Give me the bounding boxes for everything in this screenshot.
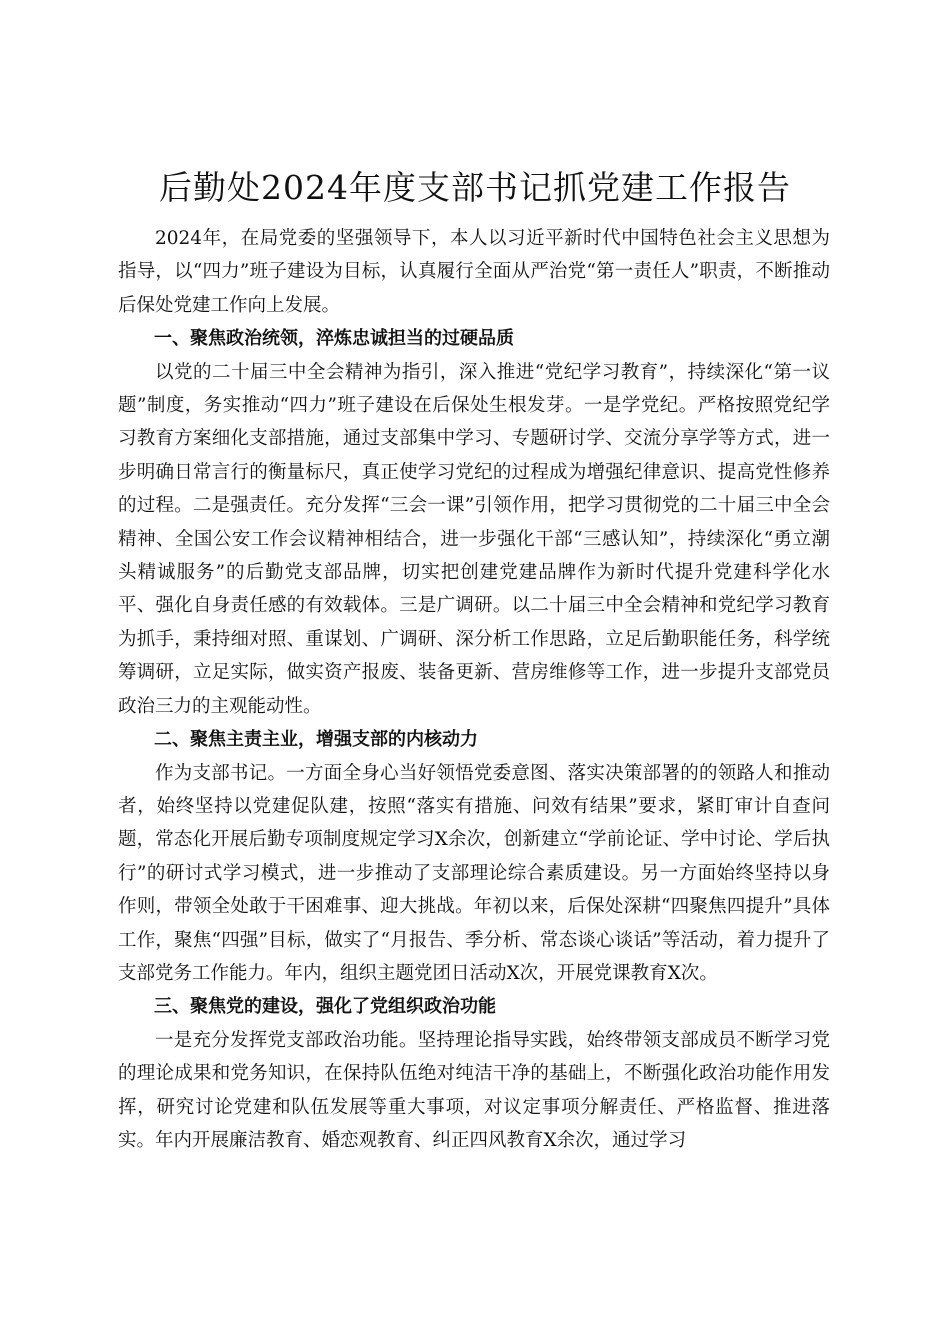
- section-2-heading: 二、聚焦主责主业，增强支部的内核动力: [154, 729, 478, 751]
- section-1-paragraph: 以党的二十届三中全会精神为指引，深入推进“党纪学习教育”，持续深化“第一议题”制度，务实推动“四力”班子建设在后保处生根发芽。一是学党纪。严格按照党纪学习教育方案细化支部措施，通过支部集中学习、专题研讨学、交流分享学等方式，进一步明确日常言行的衡量标尺，真正使学习党纪的过程成为增强纪律意识、提高党性修养的过程。二是强责任。充分发挥“三会一课”引领作用，把学习贯彻党的二十届三中全会精神、全国公安工作会议精神相结合，进一步强化干部“三感认知”，持续深化“勇立潮头精诚服务”的后勤党支部品牌，切实把创建党建品牌作为新时代提升党建科学化水平、强化自身责任感的有效载体。三是广调研。以二十届三中全会精神和党纪学习教育为抓手，秉持细对照、重谋划、广调研、深分析工作思路，立足后勤职能任务，科学统筹调研，立足实际，做实资产报废、装备更新、营房维修等工作，进一步提升支部党员政治三力的主观能动性。: [118, 361, 830, 717]
- section-3-heading: 三、聚焦党的建设，强化了党组织政治功能: [154, 996, 496, 1018]
- intro-paragraph: 2024年，在局党委的坚强领导下，本人以习近平新时代中国特色社会主义思想为指导，以“四力”班子建设为目标，认真履行全面从严治党“第一责任人”职责，不断推动后保处党建工作向上发展。: [118, 228, 830, 316]
- document-title: 后勤处2024年度支部书记抓党建工作报告: [159, 168, 791, 207]
- section-2-paragraph: 作为支部书记。一方面全身心当好领悟党委意图、落实决策部署的的领路人和推动者，始终坚持以党建促队建，按照“落实有措施、问效有结果”要求，紧盯审计自查问题，常态化开展后勤专项制度规定学习X余次，创新建立“学前论证、学中讨论、学后执行”的研讨式学习模式，进一步推动了支部理论综合素质建设。另一方面始终坚持以身作则，带领全处敢于干困难事、迎大挑战。年初以来，后保处深耕“四聚焦四提升”具体工作，聚焦“四强”目标，做实了“月报告、季分析、常态谈心谈话”等活动，着力提升了支部党务工作能力。年内，组织主题党团日活动X次，开展党课教育X次。: [118, 762, 830, 984]
- section-1-heading: 一、聚焦政治统领，淬炼忠诚担当的过硬品质: [154, 328, 514, 350]
- section-3-paragraph: 一是充分发挥党支部政治功能。坚持理论指导实践，始终带领支部成员不断学习党的理论成果和党务知识，在保持队伍绝对纯洁干净的基础上，不断强化政治功能作用发挥，研究讨论党建和队伍发展等重大事项，对议定事项分解责任、严格监督、推进落实。年内开展廉洁教育、婚恋观教育、纠正四风教育X余次，通过学习: [118, 1029, 830, 1151]
- document-body: [118, 222, 830, 1157]
